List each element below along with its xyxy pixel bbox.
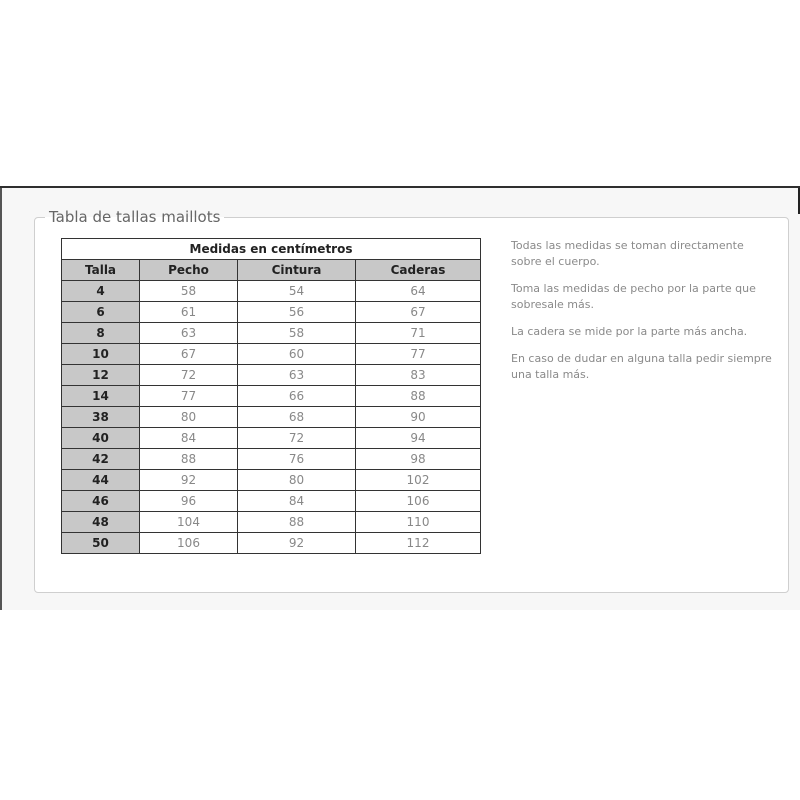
- size-cell: 40: [62, 428, 140, 449]
- cintura-cell: 56: [238, 302, 356, 323]
- cintura-cell: 88: [238, 512, 356, 533]
- header-caderas: Caderas: [356, 260, 481, 281]
- size-cell: 42: [62, 449, 140, 470]
- pecho-cell: 72: [140, 365, 238, 386]
- pecho-cell: 84: [140, 428, 238, 449]
- pecho-cell: 92: [140, 470, 238, 491]
- fieldset-legend: Tabla de tallas maillots: [45, 207, 224, 227]
- pecho-cell: 106: [140, 533, 238, 554]
- table-row: [62, 281, 481, 302]
- pecho-cell: 104: [140, 512, 238, 533]
- caderas-cell: 94: [356, 428, 481, 449]
- size-cell: 14: [62, 386, 140, 407]
- cintura-cell: 80: [238, 470, 356, 491]
- panel-edge: [0, 188, 2, 610]
- size-cell: 44: [62, 470, 140, 491]
- table-row: [62, 449, 481, 470]
- size-cell: 10: [62, 344, 140, 365]
- caderas-cell: 88: [356, 386, 481, 407]
- cintura-cell: 72: [238, 428, 356, 449]
- caderas-cell: 106: [356, 491, 481, 512]
- size-chart-fieldset: [34, 208, 789, 593]
- caderas-cell: 77: [356, 344, 481, 365]
- pecho-cell: 61: [140, 302, 238, 323]
- size-table: [61, 238, 481, 554]
- pecho-cell: 96: [140, 491, 238, 512]
- size-guide-panel: [0, 186, 800, 610]
- cintura-cell: 63: [238, 365, 356, 386]
- note-text: La cadera se mide por la parte más ancha.: [511, 325, 748, 338]
- table-caption-row: [62, 239, 481, 260]
- table-row: [62, 386, 481, 407]
- caderas-cell: 90: [356, 407, 481, 428]
- size-cell: 50: [62, 533, 140, 554]
- cintura-cell: 60: [238, 344, 356, 365]
- caderas-cell: 83: [356, 365, 481, 386]
- size-cell: 6: [62, 302, 140, 323]
- table-row: [62, 365, 481, 386]
- table-row: [62, 512, 481, 533]
- table-header-row: [62, 260, 481, 281]
- note-text: En caso de dudar en alguna talla pedir siempre una talla más.: [511, 352, 772, 381]
- size-cell: 8: [62, 323, 140, 344]
- cintura-cell: 84: [238, 491, 356, 512]
- size-cell: 4: [62, 281, 140, 302]
- size-cell: 46: [62, 491, 140, 512]
- cintura-cell: 76: [238, 449, 356, 470]
- caderas-cell: 110: [356, 512, 481, 533]
- table-row: [62, 344, 481, 365]
- cintura-cell: 68: [238, 407, 356, 428]
- header-talla: Talla: [62, 260, 140, 281]
- table-row: [62, 491, 481, 512]
- table-row: [62, 323, 481, 344]
- table-row: [62, 407, 481, 428]
- pecho-cell: 80: [140, 407, 238, 428]
- cintura-cell: 54: [238, 281, 356, 302]
- pecho-cell: 58: [140, 281, 238, 302]
- cintura-cell: 92: [238, 533, 356, 554]
- table-row: [62, 428, 481, 449]
- table-row: [62, 302, 481, 323]
- cintura-cell: 66: [238, 386, 356, 407]
- header-cintura: Cintura: [238, 260, 356, 281]
- pecho-cell: 77: [140, 386, 238, 407]
- table-row: [62, 470, 481, 491]
- pecho-cell: 63: [140, 323, 238, 344]
- caderas-cell: 112: [356, 533, 481, 554]
- header-pecho: Pecho: [140, 260, 238, 281]
- size-cell: 12: [62, 365, 140, 386]
- caderas-cell: 102: [356, 470, 481, 491]
- table-caption: Medidas en centímetros: [62, 239, 481, 260]
- caderas-cell: 71: [356, 323, 481, 344]
- cintura-cell: 58: [238, 323, 356, 344]
- size-cell: 48: [62, 512, 140, 533]
- measurement-notes: [511, 238, 773, 394]
- size-cell: 38: [62, 407, 140, 428]
- pecho-cell: 67: [140, 344, 238, 365]
- caderas-cell: 98: [356, 449, 481, 470]
- caderas-cell: 67: [356, 302, 481, 323]
- note-text: Todas las medidas se toman directamente sobre el cuerpo.: [511, 239, 744, 268]
- pecho-cell: 88: [140, 449, 238, 470]
- note-text: Toma las medidas de pecho por la parte que sobresale más.: [511, 282, 756, 311]
- caderas-cell: 64: [356, 281, 481, 302]
- table-row: [62, 533, 481, 554]
